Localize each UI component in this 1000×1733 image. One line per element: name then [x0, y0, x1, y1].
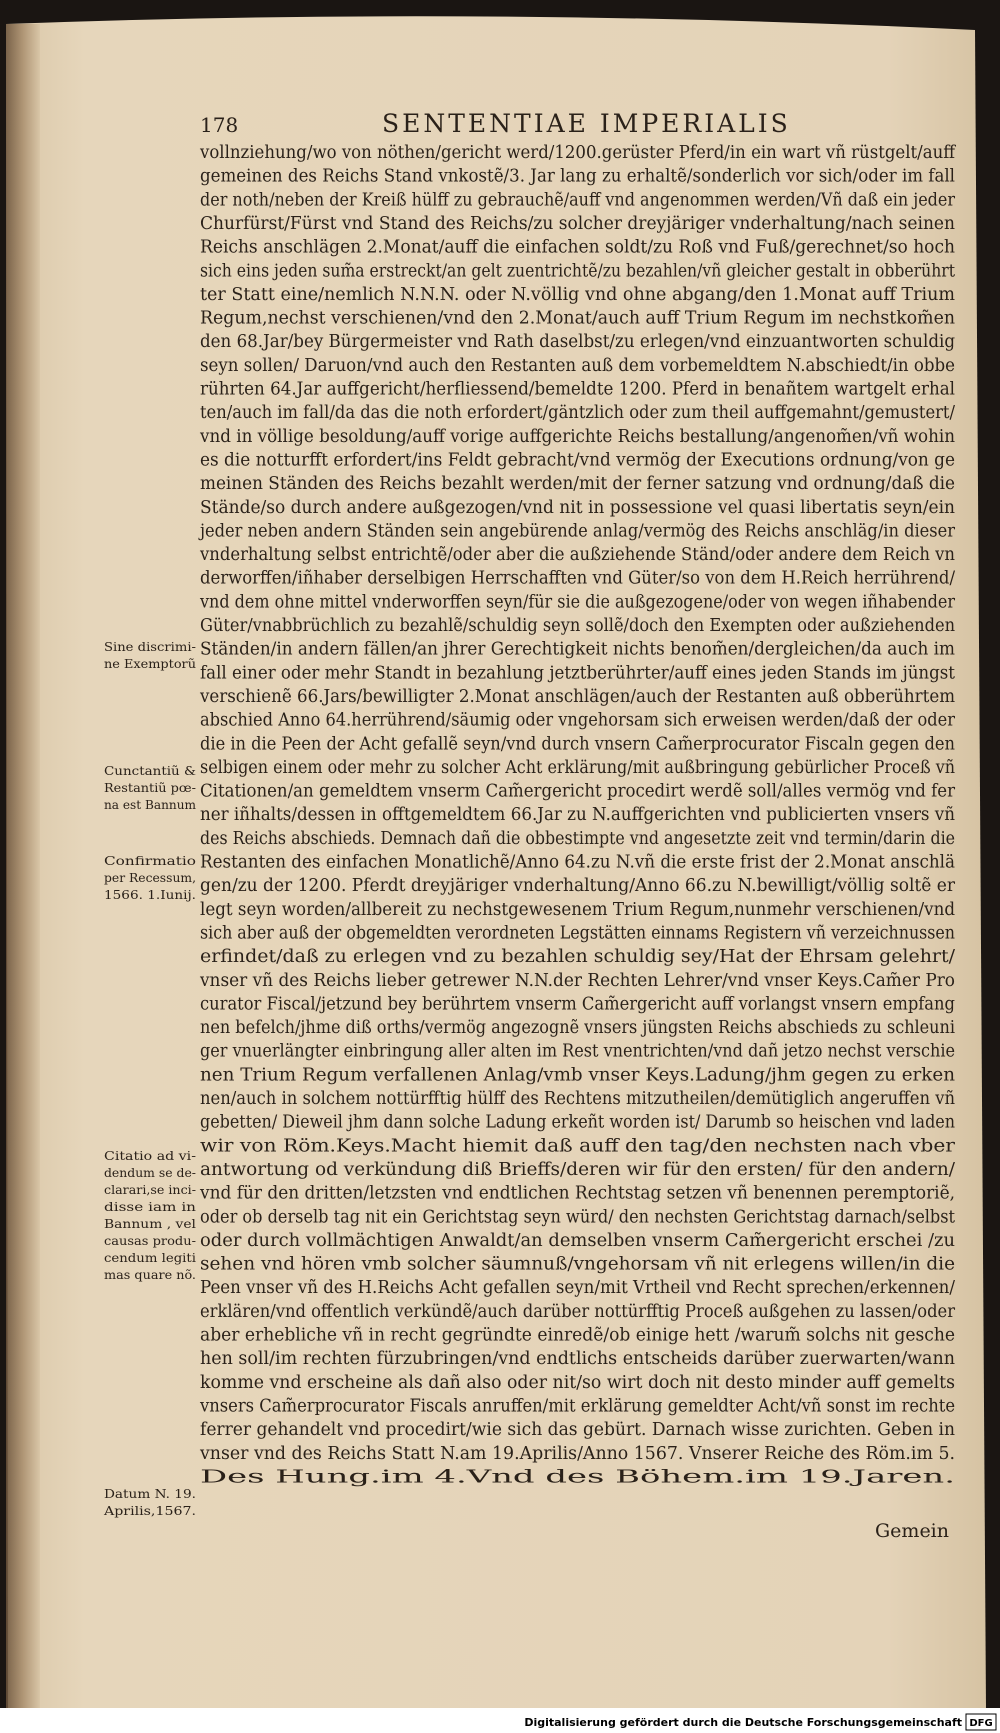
text-line: die in die Peen der Acht gefallẽ seyn/vnd durch vnsern Cam̃erprocurator Fiscaln gegen den [200, 733, 955, 755]
text-line: fall einer oder mehr Standt in bezahlung jetztberührter/auff eines jeden Stands im jüngst [200, 662, 955, 684]
text-line: abschied Anno 64.herrührend/säumig oder vngehorsam sich erweisen werden/daß der oder [200, 709, 956, 731]
marginal-note-line: dendum se de- [104, 1165, 196, 1180]
text-line: vnderhaltung selbst entrichtẽ/oder aber die außziehende Ständ/oder andere dem Reich vn [199, 544, 955, 565]
text-line: seyn sollen/ Daruon/vnd auch den Restanten auß dem vorbemeldtem N.abschiedt/in obbe [200, 354, 955, 376]
text-line: nen/auch in solchem nottürfftig hülff des Rechtens mitzutheilen/demütiglich angeruffen vñ [200, 1088, 955, 1109]
marginal-note-line: Cunctantiũ & [104, 763, 196, 778]
marginal-note-line: Aprilis,1567. [102, 1503, 196, 1518]
marginal-note-line: clarari,se inci- [104, 1182, 196, 1197]
text-line: Stände/so durch andere außgezogen/vnd nit in possessione vel quasi libertatis seyn/ein [200, 496, 955, 518]
text-line: sich eins jeden sum̃a erstreckt/an gelt zuentrichtẽ/zu bezahlen/vñ gleicher gestalt in obberührt [200, 260, 955, 282]
page-number: 178 [200, 113, 239, 137]
text-line: vnd in völlige besoldung/auff vorige auffgerichte Reichs bestallung/angenom̃en/vñ wohin [199, 425, 956, 447]
marginal-note-line: 1566. 1.Iunij. [104, 887, 196, 902]
marginal-note-line: ne Exemptorũ [104, 656, 196, 671]
text-line: gebetten/ Dieweil jhm dann solche Ladung erkeñt worden ist/ Darumb so heischen vnd laden [200, 1111, 955, 1133]
text-line: meinen Ständen des Reichs bezahlt werden/mit der ferner satzung vnd ordnung/daß die [200, 473, 955, 495]
text-line: es die notturfft erfordert/ins Feldt gebracht/vnd vermög der Executions ordnung/von ge [200, 449, 955, 471]
text-line: aber erhebliche vñ in recht gegründte einredẽ/ob einige hett /warum̃ solchs nit gesche [200, 1324, 955, 1346]
text-line: wir von Röm.Keys.Macht hiemit daß auff den tag/den nechsten nach vber [200, 1135, 956, 1157]
text-line: oder ob derselb tag nit ein Gerichtstag seyn würd/ den nechsten Gerichtstag darnach/selbst [200, 1206, 955, 1228]
text-line: vnd für den dritten/letzsten vnd endtlichen Rechtstag setzen vñ benennen peremptoriẽ, [199, 1182, 955, 1204]
text-line: Citationen/an gemeldtem vnserm Cam̃ergericht procedirt werdẽ soll/alles vermög vnd fer [200, 780, 956, 802]
text-line: nen befelch/jhme diß orths/vermög angezognẽ vnsers jüngsten Reichs abschieds zu schleuni [200, 1017, 956, 1038]
text-line: legt seyn worden/allbereit zu nechstgewesenem Trium Regum,nunmehr verschienen/vnd [200, 898, 955, 920]
marginal-note-line: cendum legiti [104, 1250, 196, 1265]
text-line: hen soll/im rechten fürzubringen/vnd endtlichs entscheids darüber zuerwarten/wann [200, 1348, 955, 1370]
text-line: Restanten des einfachen Monatlichẽ/Anno 64.zu N.vñ die erste frist der 2.Monat anschlä [200, 851, 956, 873]
dfg-logo-text: DFG [969, 1718, 993, 1729]
main-text-block [198, 142, 956, 1487]
marginal-note-line: Restantiũ pœ- [104, 780, 196, 795]
text-line: curator Fiscal/jetzund bey berührtem vnserm Cam̃ergericht auff vorlangst vnsern empfang [200, 993, 955, 1015]
marginal-note-line: Sine discrimi- [104, 639, 196, 654]
text-line: vnsers Cam̃erprocurator Fiscals anruffen/mit erklärung gemeldter Acht/vñ sonst im rechte [199, 1395, 955, 1417]
text-line: Des Hung.im 4.Vnd des Böhem.im 19.Jaren. [200, 1466, 955, 1488]
text-line: Güter/vnabbrüchlich zu bezahlẽ/schuldig seyn sollẽ/doch den Exempten oder außziehenden [200, 615, 955, 636]
marginal-note-line: Confirmatio [104, 853, 196, 868]
text-line: nen Trium Regum verfallenen Anlag/vmb vnser Keys.Ladung/jhm gegen zu erken [200, 1064, 956, 1086]
marginal-note-line: Bannum , vel [104, 1216, 196, 1231]
text-line: sehen vnd hören vmb solcher säumnuß/vngehorsam vñ nit erlegens willen/in die [200, 1253, 956, 1275]
text-line: ner iñhalts/dessen in offtgemeldtem 66.Jar zu N.auffgerichten vnd publicierten vnsers vñ [200, 804, 955, 826]
spine-shadow [6, 24, 40, 1712]
text-line: gen/zu der 1200. Pferdt dreyjäriger vnderhaltung/Anno 66.zu N.bewilligt/völlig soltẽ er [200, 875, 956, 897]
text-line: der noth/neben der Kreiß hülff zu gebrauchẽ/auff vnd angenommen werden/Vñ daß ein jeder [200, 189, 956, 211]
text-line: Ständen/in andern fällen/an jhrer Gerechtigkeit nichts benom̃en/dergleichen/da auch im [200, 638, 956, 660]
text-line: derworffen/iñhaber derselbigen Herrschafften vnd Güter/so von dem H.Reich herrührend/ [200, 567, 956, 589]
text-line: verschienẽ 66.Jars/bewilligter 2.Monat anschlägen/auch der Restanten auß obberührtem [199, 685, 956, 707]
text-line: vollnziehung/wo von nöthen/gericht werd/1200.gerüster Pferd/in ein wart vñ rüstgelt/auff [199, 142, 957, 163]
text-line: gemeinen des Reichs Stand vnkostẽ/3. Jar lang zu erhaltẽ/sonderlich vor sich/oder im fall [200, 165, 956, 187]
marginal-note-line: causas produ- [104, 1233, 196, 1248]
text-line: oder durch vollmächtigen Anwaldt/an demselben vnserm Cam̃ergericht erschei /zu [200, 1229, 955, 1251]
text-line: ferrer gehandelt vnd procedirt/wie sich das gebürt. Darnach wisse zurichten. Geben in [200, 1419, 955, 1441]
text-line: komme vnd erscheine als dañ also oder nit/so wirt doch nit desto minder auff gemelts [200, 1371, 955, 1393]
marginal-note-line: na est Bannum [104, 797, 197, 812]
text-line: sich aber auß der obgemeldten verordneten Legstätten einnams Registern vñ verzeichnussen [200, 922, 955, 944]
text-line: vnser vñ des Reichs lieber getrewer N.N.der Rechten Lehrer/vnd vnser Keys.Cam̃er Pro [199, 969, 955, 991]
marginal-note-line: Datum N. 19. [104, 1486, 196, 1501]
text-line: ten/auch im fall/da das die noth erfordert/gäntzlich oder zum theil auffgemahnt/gemustert/ [200, 402, 955, 424]
text-line: erklären/vnd offentlich verkündẽ/auch darüber nottürfftig Proceß außgehen zu lassen/oder [200, 1300, 956, 1322]
text-line: vnser vnd des Reichs Statt N.am 19.Aprilis/Anno 1567. Vnserer Reiche des Röm.im 5. [199, 1442, 956, 1464]
text-line: Regum,nechst verschienen/vnd den 2.Monat/auch auff Trium Regum im nechstkom̃en [200, 307, 955, 329]
text-line: ter Statt eine/nemlich N.N.N. oder N.völlig vnd ohne abgang/den 1.Monat auff Trium [200, 283, 956, 305]
text-line: Reichs anschlägen 2.Monat/auff die einfachen soldt/zu Roß vnd Fuß/gerechnet/so hoch [200, 236, 955, 258]
text-line: rührten 64.Jar auffgericht/herfliessend/bemeldte 1200. Pferd in benañtem wartgelt erhal [200, 378, 956, 400]
text-line: Peen vnser vñ des H.Reichs Acht gefallen seyn/mit Vrtheil vnd Recht sprechen/erkennen/ [200, 1277, 955, 1299]
text-line: des Reichs abschieds. Demnach dañ die obbestimpte vnd angesetzte zeit vnd termin/darin die [200, 827, 955, 849]
marginal-note-line: disse iam in [104, 1199, 196, 1214]
footer-credit: Digitalisierung gefördert durch die Deutsche Forschungsgemeinschaft [524, 1716, 962, 1729]
text-line: erfindet/daß zu erlegen vnd zu bezahlen schuldig sey/Hat der Ehrsam gelehrt/ [200, 946, 956, 968]
marginal-note-line: Citatio ad vi- [104, 1148, 196, 1163]
footer [524, 1714, 996, 1730]
running-title: SENTENTIAE IMPERIALIS [382, 109, 791, 138]
marginal-note-line: mas quare nõ. [104, 1267, 196, 1282]
text-line: Churfürst/Fürst vnd Stand des Reichs/zu solcher dreyjäriger vnderhaltung/nach seinen [200, 212, 955, 234]
text-line: antwortung od verkündung diß Brieffs/deren wir für den ersten/ für den andern/ [200, 1158, 956, 1180]
text-line: vnd dem ohne mittel vnderworffen seyn/für sie die außgezogene/oder von wegen iñhabender [199, 591, 956, 613]
catchword: Gemein [875, 1520, 949, 1542]
text-line: den 68.Jar/bey Bürgermeister vnd Rath daselbst/zu erlegen/vnd einzuantworten schuldig [200, 331, 955, 353]
text-line: selbigen einem oder mehr zu solcher Acht erklärung/mit außbringung gebürlicher Proceß vñ [200, 756, 955, 778]
text-line: ger vnuerlängter einbringung aller alten im Rest vnentrichten/vnd dañ jetzo nechst verschie [200, 1040, 955, 1062]
marginal-note-line: per Recessum, [104, 870, 196, 885]
text-line: jeder neben andern Ständen sein angebürende anlag/vermög des Reichs anschläg/in dieser [198, 520, 956, 542]
